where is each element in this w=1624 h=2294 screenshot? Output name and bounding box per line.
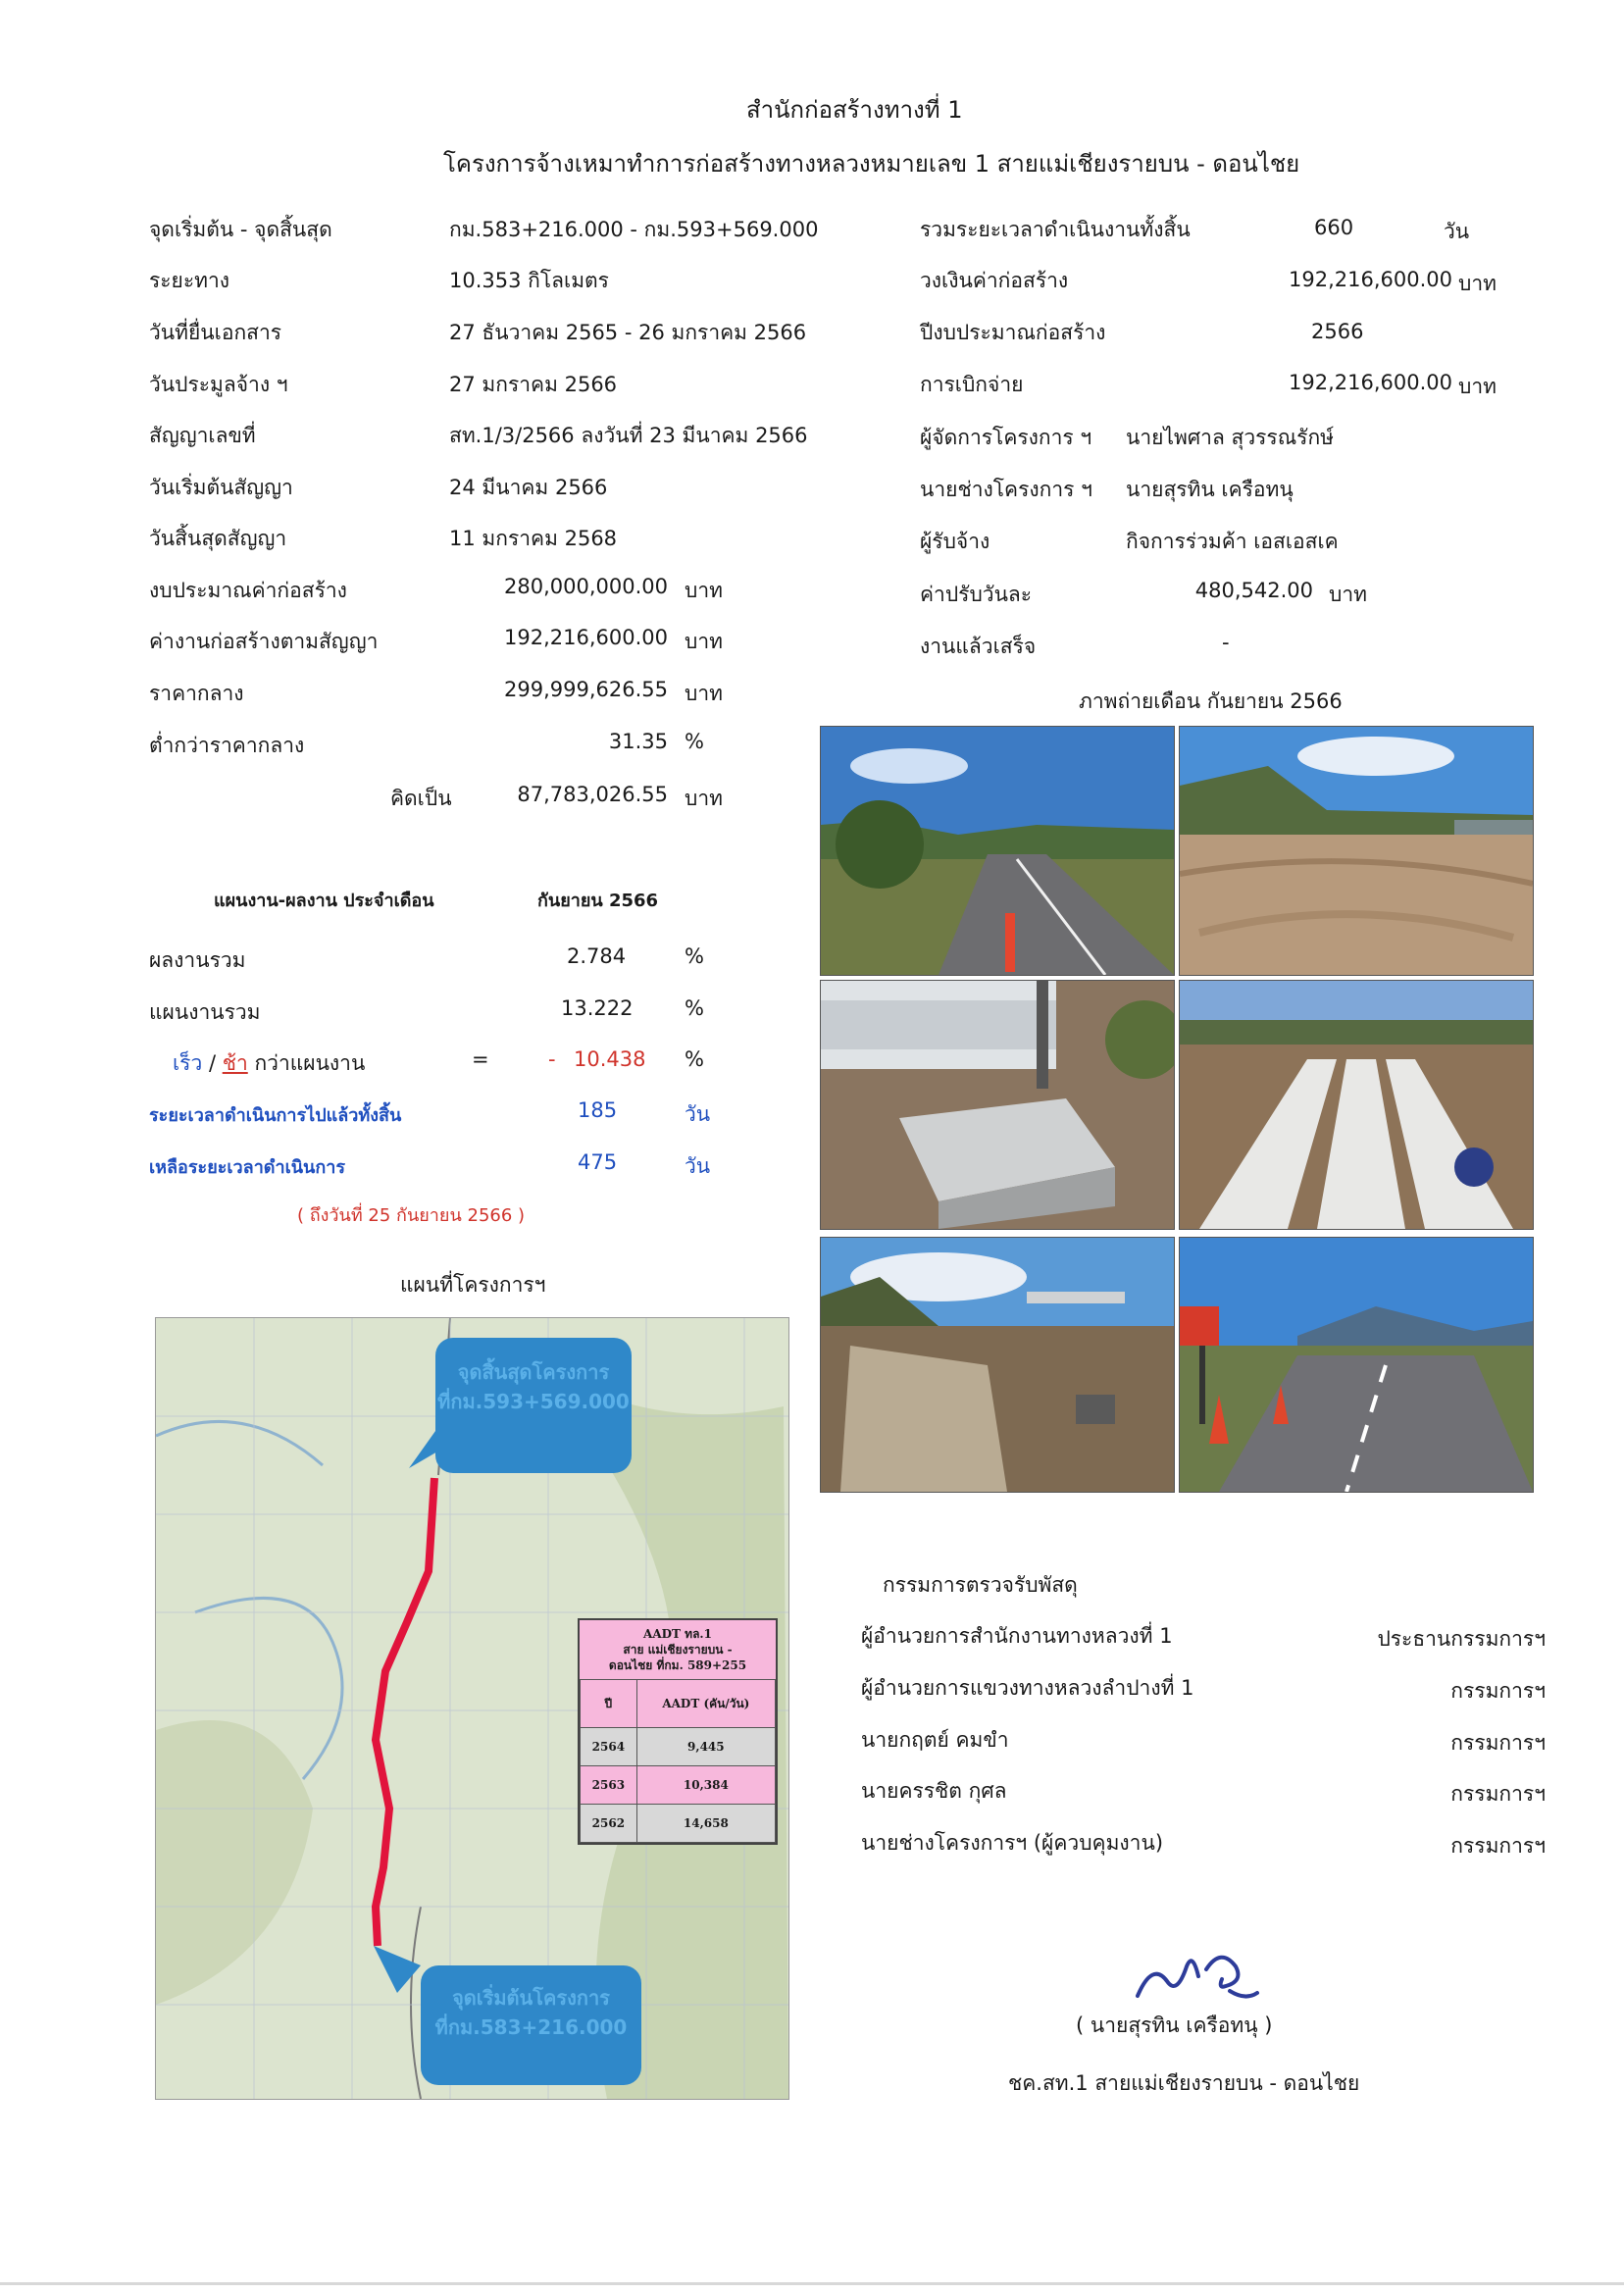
info-label: ค่าปรับวันละ [920, 583, 1033, 606]
diff-sign: - [548, 1047, 556, 1071]
info-value: 24 มีนาคม 2566 [449, 476, 608, 499]
info-value: 480,542.00 [1194, 579, 1313, 602]
signature-mark [1128, 1942, 1265, 2011]
info-value: สท.1/3/2566 ลงวันที่ 23 มีนาคม 2566 [449, 424, 808, 447]
info-value: กิจการร่วมค้า เอสเอสเค [1126, 530, 1339, 553]
callout-start-line1: จุดเริ่มต้นโครงการ [452, 1986, 610, 2010]
diff-eq: = [472, 1047, 489, 1071]
aadt-table [578, 1618, 778, 1845]
info-value: 192,216,600.00 [1289, 268, 1452, 291]
photo-road-cones [1179, 1237, 1534, 1493]
diff-rest: กว่าแผนงาน [254, 1051, 366, 1075]
aadt-value: 14,658 [636, 1805, 775, 1843]
diff-fast: เร็ว [173, 1051, 203, 1075]
committee-member: ผู้อำนวยการแขวงทางหลวงลำปางที่ 1 [861, 1676, 1194, 1700]
committee-member: นายกฤตย์ คมขำ [861, 1728, 1009, 1752]
aadt-data-table [580, 1679, 776, 1843]
info-value: กม.583+216.000 - กม.593+569.000 [449, 218, 819, 241]
info-value: 27 มกราคม 2566 [449, 373, 618, 396]
info-label: วันสิ้นสุดสัญญา [149, 527, 287, 550]
info-value: 10.353 กิโลเมตร [449, 269, 609, 292]
info-value: - [1222, 631, 1230, 654]
budget-unit: บาท [685, 682, 723, 705]
actual-value: 2.784 [567, 944, 627, 968]
info-label: ผู้จัดการโครงการ ฯ [920, 426, 1092, 449]
plan-value: 13.222 [561, 996, 634, 1020]
info-value: 11 มกราคม 2568 [449, 527, 618, 550]
info-unit: บาท [1329, 583, 1367, 606]
equals-value: 87,783,026.55 [517, 783, 668, 806]
info-label: งานแล้วเสร็จ [920, 635, 1037, 658]
photo-road-curve [820, 726, 1175, 976]
info-label: วันที่ยื่นเอกสาร [149, 321, 282, 344]
remain-unit: วัน [685, 1154, 711, 1178]
info-unit: วัน [1444, 220, 1470, 243]
info-value: นายสุรทิน เครือทนุ [1126, 478, 1294, 501]
info-label: นายช่างโครงการ ฯ [920, 478, 1092, 501]
info-label: จุดเริ่มต้น - จุดสิ้นสุด [149, 218, 332, 241]
table-row [581, 1805, 776, 1843]
committee-title: กรรมการตรวจรับพัสดุ [883, 1573, 1078, 1597]
aadt-title-line1: AADT ทล.1 [643, 1627, 712, 1641]
photo-retaining-wall [820, 1237, 1175, 1493]
progress-month: กันยายน 2566 [537, 891, 659, 911]
committee-role: กรรมการฯ [1450, 1834, 1546, 1858]
diff-unit: % [685, 1047, 704, 1071]
project-title: โครงการจ้างเหมาทำการก่อสร้างทางหลวงหมายเลข 1 สายแม่เชียงรายบน - ดอนไชย [443, 150, 1300, 178]
info-value: 660 [1314, 216, 1354, 239]
callout-end-line2: ที่กม.593+569.000 [437, 1390, 630, 1413]
budget-label: ราคากลาง [149, 682, 244, 705]
actual-label: ผลงานรวม [149, 948, 246, 972]
equals-label: คิดเป็น [390, 787, 452, 810]
info-value: นายไพศาล สุวรรณรักษ์ [1126, 426, 1335, 449]
budget-unit: บาท [685, 579, 723, 602]
info-label: ปีงบประมาณก่อสร้าง [920, 321, 1106, 344]
project-map [155, 1317, 789, 2100]
map-title: แผนที่โครงการฯ [400, 1273, 546, 1297]
budget-label: ต่ำกว่าราคากลาง [149, 734, 305, 757]
aadt-title-line3: ดอนไชย ที่กม. 589+255 [608, 1658, 747, 1672]
info-label: ผู้รับจ้าง [920, 530, 990, 553]
budget-label: ค่างานก่อสร้างตามสัญญา [149, 630, 379, 653]
info-value: 27 ธันวาคม 2565 - 26 มกราคม 2566 [449, 321, 807, 344]
info-value: 2566 [1311, 320, 1364, 343]
diff-slow: ช้า [222, 1051, 248, 1075]
budget-value: 192,216,600.00 [504, 626, 668, 649]
budget-unit: บาท [685, 630, 723, 653]
photo-earthwork [1179, 726, 1534, 976]
plan-unit: % [685, 996, 704, 1020]
info-label: รวมระยะเวลาดำเนินงานทั้งสิ้น [920, 218, 1191, 241]
elapsed-value: 185 [578, 1098, 618, 1122]
table-row [581, 1728, 776, 1766]
committee-role: กรรมการฯ [1450, 1679, 1546, 1703]
equals-unit: บาท [685, 787, 723, 810]
info-label: วันประมูลจ้าง ฯ [149, 373, 288, 396]
committee-role: กรรมการฯ [1450, 1782, 1546, 1806]
info-label: สัญญาเลขที่ [149, 424, 256, 447]
photo-concrete-pipes [1179, 980, 1534, 1230]
callout-end-line1: จุดสิ้นสุดโครงการ [457, 1360, 610, 1384]
progress-heading: แผนงาน-ผลงาน ประจำเดือน [214, 891, 434, 911]
info-label: ระยะทาง [149, 269, 230, 292]
info-label: วันเริ่มต้นสัญญา [149, 476, 293, 499]
map-callout-end [435, 1338, 632, 1473]
committee-member: นายช่างโครงการฯ (ผู้ควบคุมงาน) [861, 1831, 1164, 1855]
committee-role: ประธานกรรมการฯ [1377, 1627, 1546, 1651]
remain-label: เหลือระยะเวลาดำเนินการ [149, 1157, 346, 1178]
budget-unit: % [685, 730, 704, 753]
actual-unit: % [685, 944, 704, 968]
elapsed-label: ระยะเวลาดำเนินการไปแล้วทั้งสิ้น [149, 1105, 402, 1126]
photo-box-culvert [820, 980, 1175, 1230]
info-label: การเบิกจ่าย [920, 373, 1024, 396]
signature-position: ชค.สท.1 สายแม่เชียงรายบน - ดอนไชย [1008, 2071, 1360, 2095]
asof-date: ( ถึงวันที่ 25 กันยายน 2566 ) [297, 1205, 526, 1226]
aadt-year: 2562 [581, 1805, 637, 1843]
office-title: สำนักก่อสร้างทางที่ 1 [746, 96, 963, 124]
callout-start-line2: ที่กม.583+216.000 [434, 2015, 628, 2039]
info-unit: บาท [1458, 272, 1497, 295]
aadt-col-value: AADT (คัน/วัน) [636, 1680, 775, 1728]
table-row [581, 1766, 776, 1805]
remain-value: 475 [578, 1150, 618, 1174]
diff-label [173, 1047, 365, 1080]
budget-label: งบประมาณค่าก่อสร้าง [149, 579, 347, 602]
info-label: วงเงินค่าก่อสร้าง [920, 269, 1069, 292]
map-callout-start [421, 1965, 641, 2085]
diff-value: 10.438 [574, 1047, 646, 1071]
diff-sep: / [208, 1051, 217, 1075]
aadt-value: 9,445 [636, 1728, 775, 1766]
aadt-value: 10,384 [636, 1766, 775, 1805]
aadt-col-year: ปี [581, 1680, 637, 1728]
aadt-year: 2563 [581, 1766, 637, 1805]
page-bottom-edge [0, 2282, 1624, 2285]
plan-label: แผนงานรวม [149, 1000, 261, 1024]
budget-value: 280,000,000.00 [504, 575, 668, 598]
photos-title: ภาพถ่ายเดือน กันยายน 2566 [1079, 689, 1343, 713]
committee-member: นายครรชิต กุศล [861, 1779, 1007, 1803]
committee-role: กรรมการฯ [1450, 1731, 1546, 1755]
budget-value: 299,999,626.55 [504, 678, 668, 701]
elapsed-unit: วัน [685, 1102, 711, 1126]
info-unit: บาท [1458, 375, 1497, 398]
budget-value: 31.35 [608, 730, 668, 753]
aadt-title-line2: สาย แม่เชียงรายบน - [623, 1643, 733, 1657]
aadt-year: 2564 [581, 1728, 637, 1766]
committee-member: ผู้อำนวยการสำนักงานทางหลวงที่ 1 [861, 1624, 1173, 1648]
signature-name: ( นายสุรทิน เครือทนุ ) [1076, 2014, 1273, 2037]
info-value: 192,216,600.00 [1289, 371, 1452, 394]
